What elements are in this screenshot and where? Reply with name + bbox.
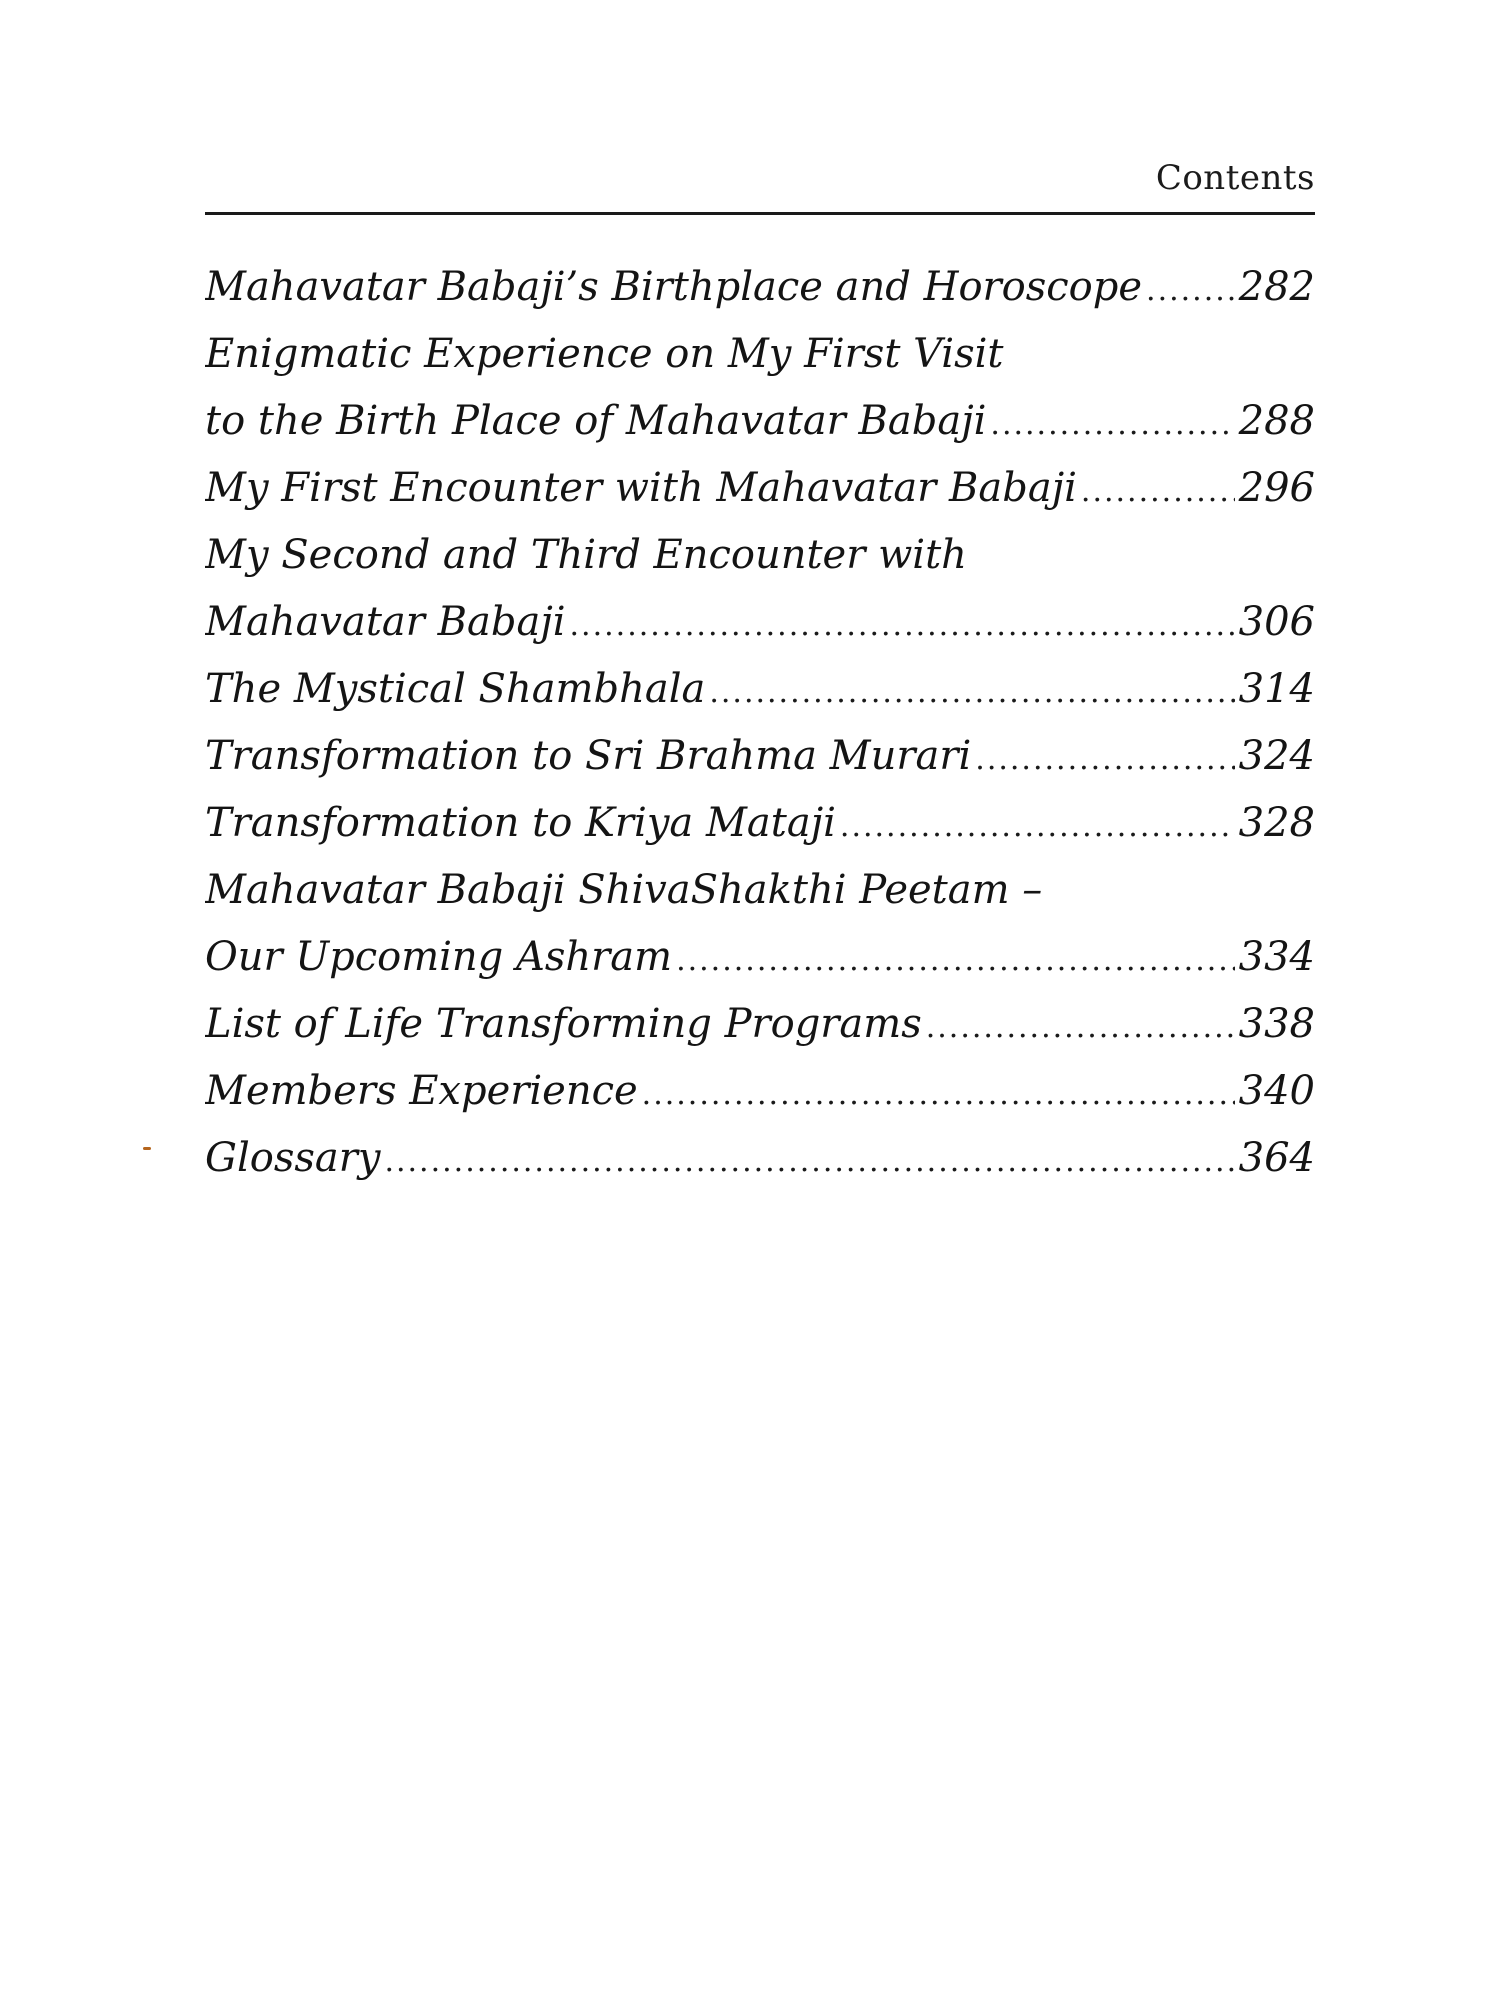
dot-leader <box>642 1061 1235 1125</box>
running-head: Contents <box>1155 158 1315 198</box>
dot-leader <box>1146 257 1235 321</box>
dot-leader <box>709 659 1234 723</box>
toc-entry-title: Mahavatar Babaji <box>205 599 566 645</box>
toc-entry[interactable] <box>205 388 1315 455</box>
toc-entry-title: Members Experience <box>205 1068 638 1114</box>
toc-page-number: 296 <box>1238 465 1315 511</box>
dot-leader <box>384 1128 1234 1192</box>
dot-leader <box>840 793 1235 857</box>
toc-entry-title: Enigmatic Experience on My First Visit <box>205 331 1004 377</box>
toc-page-number: 338 <box>1238 1001 1315 1047</box>
toc-page-number: 282 <box>1238 264 1315 310</box>
toc-entry-title: Mahavatar Babaji ShivaShakthi Peetam – <box>205 867 1043 913</box>
toc-entry-title: Glossary <box>205 1135 381 1181</box>
scan-speck <box>143 1147 151 1150</box>
toc-entry[interactable] <box>205 1058 1315 1125</box>
toc-entry[interactable] <box>205 589 1315 656</box>
toc-entry-title: Transformation to Sri Brahma Murari <box>205 733 972 779</box>
toc-page-number: 364 <box>1238 1135 1315 1181</box>
dot-leader <box>676 927 1235 991</box>
toc-page-number: 334 <box>1238 934 1315 980</box>
toc-entry[interactable] <box>205 254 1315 321</box>
dot-leader <box>926 994 1235 1058</box>
dot-leader <box>1081 458 1235 522</box>
toc-entry[interactable] <box>205 723 1315 790</box>
toc-page-number: 288 <box>1238 398 1315 444</box>
toc-entry[interactable] <box>205 1125 1315 1192</box>
table-of-contents <box>205 254 1315 1192</box>
header-rule <box>205 212 1315 215</box>
dot-leader <box>570 592 1235 656</box>
toc-page-number: 340 <box>1238 1068 1315 1114</box>
toc-entry-continued[interactable] <box>205 321 1315 388</box>
dot-leader <box>990 391 1234 455</box>
toc-entry-title: Our Upcoming Ashram <box>205 934 673 980</box>
toc-entry-title: List of Life Transforming Programs <box>205 1001 922 1047</box>
toc-entry[interactable] <box>205 790 1315 857</box>
toc-entry-title: My Second and Third Encounter with <box>205 532 967 578</box>
toc-entry-title: My First Encounter with Mahavatar Babaji <box>205 465 1077 511</box>
toc-page-number: 314 <box>1238 666 1315 712</box>
toc-entry[interactable] <box>205 656 1315 723</box>
toc-entry-continued[interactable] <box>205 857 1315 924</box>
toc-page-number: 324 <box>1238 733 1315 779</box>
toc-entry[interactable] <box>205 991 1315 1058</box>
toc-page-number: 328 <box>1238 800 1315 846</box>
toc-entry-title: Mahavatar Babaji’s Birthplace and Horoscope <box>205 264 1143 310</box>
toc-entry[interactable] <box>205 924 1315 991</box>
toc-page-number: 306 <box>1238 599 1315 645</box>
toc-entry-title: The Mystical Shambhala <box>205 666 706 712</box>
toc-entry[interactable] <box>205 455 1315 522</box>
toc-entry-title: to the Birth Place of Mahavatar Babaji <box>205 398 987 444</box>
toc-entry-title: Transformation to Kriya Mataji <box>205 800 836 846</box>
dot-leader <box>975 726 1234 790</box>
toc-entry-continued[interactable] <box>205 522 1315 589</box>
